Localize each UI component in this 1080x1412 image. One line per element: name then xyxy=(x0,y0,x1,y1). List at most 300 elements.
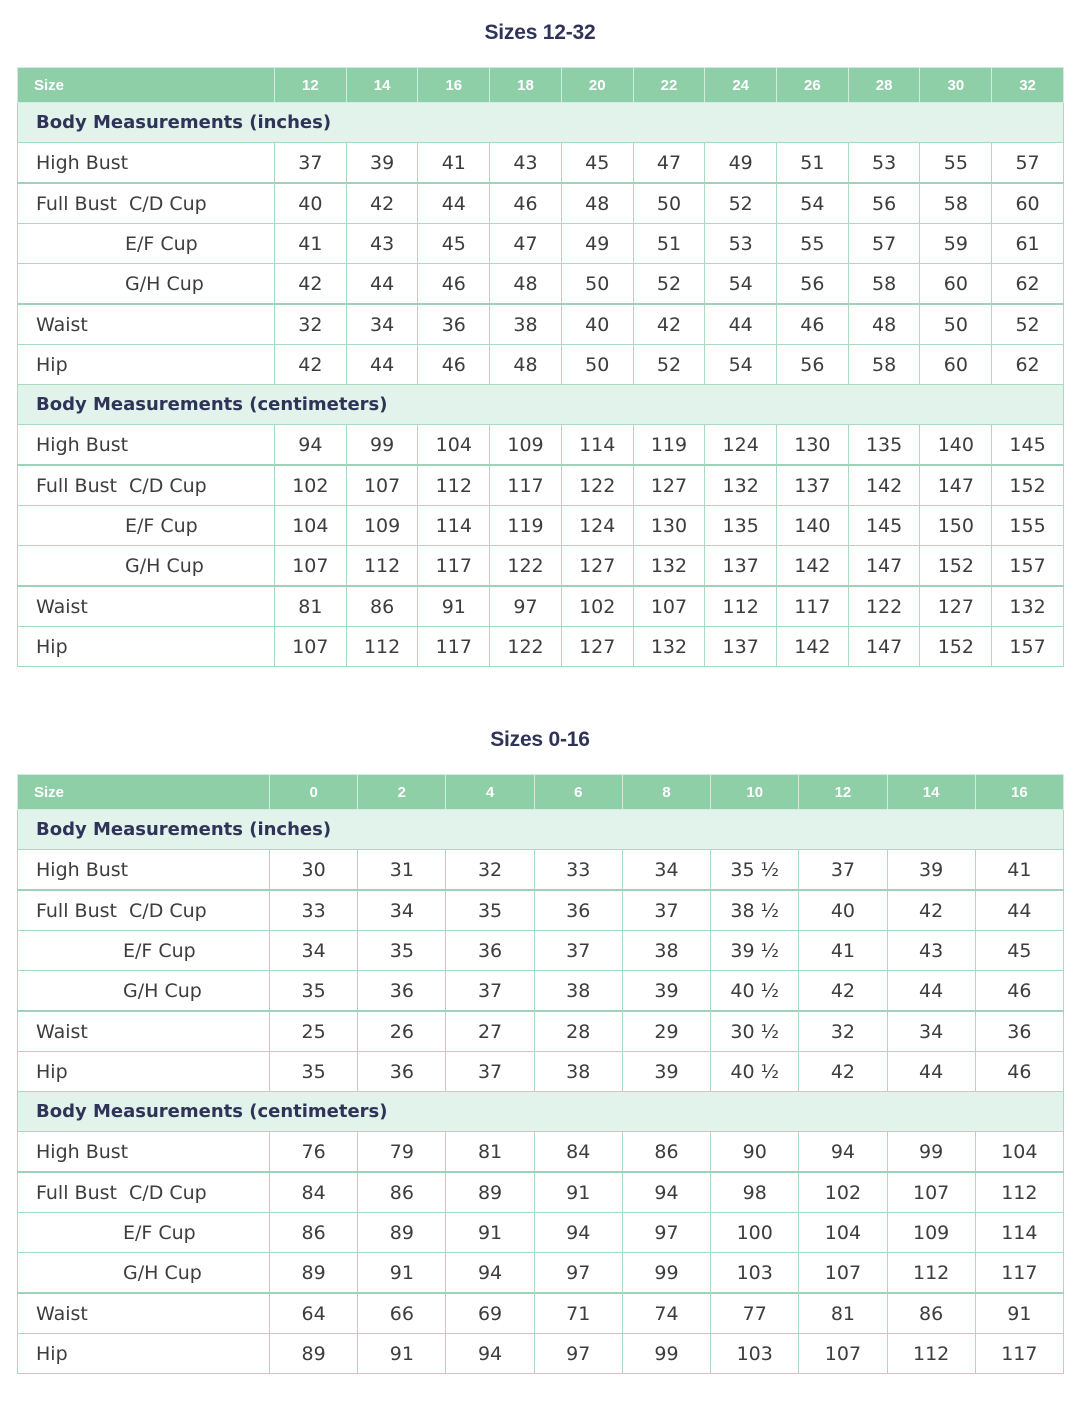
measurement-value: 27 xyxy=(446,1011,534,1052)
measurement-value: 127 xyxy=(561,627,633,667)
measurement-value: 40 ½ xyxy=(711,1052,799,1092)
measurement-value: 137 xyxy=(705,627,777,667)
measurement-value: 117 xyxy=(490,465,562,506)
measurement-value: 99 xyxy=(887,1132,975,1173)
measurement-label: G/H Cup xyxy=(18,971,270,1012)
measurement-value: 117 xyxy=(418,627,490,667)
measurement-value: 33 xyxy=(270,890,358,931)
measurement-value: 50 xyxy=(920,304,992,345)
measurement-value: 35 ½ xyxy=(711,850,799,891)
size-header-cell: 32 xyxy=(992,68,1064,103)
size-header-cell: 24 xyxy=(705,68,777,103)
size-chart-table-12-32 xyxy=(17,67,1064,667)
size-header-cell: 28 xyxy=(848,68,920,103)
measurement-value: 81 xyxy=(799,1293,887,1334)
measurement-value: 25 xyxy=(270,1011,358,1052)
measurement-value: 46 xyxy=(975,1052,1063,1092)
measurement-value: 112 xyxy=(975,1172,1063,1213)
measurement-value: 109 xyxy=(490,425,562,466)
measurement-row xyxy=(18,1052,1064,1092)
section-header-row xyxy=(18,810,1064,850)
measurement-value: 35 xyxy=(358,931,446,971)
measurement-value: 49 xyxy=(561,224,633,264)
measurement-value: 132 xyxy=(992,586,1064,627)
measurement-value: 37 xyxy=(446,1052,534,1092)
measurement-value: 86 xyxy=(887,1293,975,1334)
measurement-value: 91 xyxy=(534,1172,622,1213)
measurement-value: 46 xyxy=(418,264,490,305)
measurement-value: 40 xyxy=(799,890,887,931)
measurement-value: 122 xyxy=(490,627,562,667)
measurement-value: 44 xyxy=(346,345,418,385)
measurement-label: Full Bust C/D Cup xyxy=(18,465,275,506)
measurement-value: 91 xyxy=(418,586,490,627)
measurement-value: 84 xyxy=(534,1132,622,1173)
measurement-value: 89 xyxy=(446,1172,534,1213)
section-title: Body Measurements (centimeters) xyxy=(18,1092,1064,1132)
measurement-value: 97 xyxy=(534,1253,622,1294)
measurement-value: 56 xyxy=(848,183,920,224)
measurement-row xyxy=(18,304,1064,345)
measurement-value: 52 xyxy=(633,264,705,305)
measurement-value: 152 xyxy=(920,627,992,667)
size-header-cell: 30 xyxy=(920,68,992,103)
measurement-value: 34 xyxy=(346,304,418,345)
measurement-value: 44 xyxy=(418,183,490,224)
measurement-value: 99 xyxy=(622,1334,710,1374)
measurement-value: 109 xyxy=(887,1213,975,1253)
measurement-value: 86 xyxy=(270,1213,358,1253)
measurement-value: 55 xyxy=(920,143,992,184)
measurement-value: 84 xyxy=(270,1172,358,1213)
measurement-value: 104 xyxy=(418,425,490,466)
measurement-row xyxy=(18,1213,1064,1253)
measurement-label: E/F Cup xyxy=(18,931,270,971)
size-header-cell: 0 xyxy=(270,775,358,810)
measurement-value: 71 xyxy=(534,1293,622,1334)
measurement-value: 66 xyxy=(358,1293,446,1334)
measurement-value: 117 xyxy=(975,1253,1063,1294)
measurement-value: 36 xyxy=(358,1052,446,1092)
measurement-row xyxy=(18,506,1064,546)
measurement-value: 54 xyxy=(777,183,849,224)
measurement-row xyxy=(18,1334,1064,1374)
measurement-value: 42 xyxy=(346,183,418,224)
measurement-value: 38 xyxy=(534,1052,622,1092)
measurement-row xyxy=(18,1011,1064,1052)
size-header-cell: 6 xyxy=(534,775,622,810)
measurement-value: 48 xyxy=(561,183,633,224)
size-header-cell: 18 xyxy=(490,68,562,103)
measurement-value: 97 xyxy=(490,586,562,627)
measurement-value: 39 xyxy=(887,850,975,891)
measurement-label: High Bust xyxy=(18,425,275,466)
size-header-label: Size xyxy=(18,775,270,810)
measurement-value: 34 xyxy=(622,850,710,891)
measurement-row xyxy=(18,586,1064,627)
measurement-label: High Bust xyxy=(18,850,270,891)
measurement-value: 99 xyxy=(346,425,418,466)
measurement-value: 51 xyxy=(633,224,705,264)
measurement-value: 58 xyxy=(848,264,920,305)
section-header-row xyxy=(18,385,1064,425)
measurement-value: 81 xyxy=(446,1132,534,1173)
measurement-value: 127 xyxy=(561,546,633,587)
measurement-value: 54 xyxy=(705,345,777,385)
measurement-value: 140 xyxy=(920,425,992,466)
measurement-value: 142 xyxy=(777,546,849,587)
section-title: Body Measurements (inches) xyxy=(18,810,1064,850)
measurement-row xyxy=(18,224,1064,264)
measurement-value: 52 xyxy=(705,183,777,224)
measurement-value: 50 xyxy=(633,183,705,224)
measurement-value: 107 xyxy=(633,586,705,627)
measurement-row xyxy=(18,890,1064,931)
section-title: Body Measurements (centimeters) xyxy=(18,385,1064,425)
measurement-value: 61 xyxy=(992,224,1064,264)
measurement-value: 112 xyxy=(705,586,777,627)
measurement-value: 89 xyxy=(270,1334,358,1374)
measurement-label: Waist xyxy=(18,1011,270,1052)
size-header-cell: 14 xyxy=(346,68,418,103)
measurement-value: 37 xyxy=(799,850,887,891)
measurement-value: 43 xyxy=(346,224,418,264)
measurement-value: 64 xyxy=(270,1293,358,1334)
measurement-value: 124 xyxy=(561,506,633,546)
measurement-value: 42 xyxy=(799,1052,887,1092)
measurement-value: 89 xyxy=(358,1213,446,1253)
measurement-row xyxy=(18,1253,1064,1294)
measurement-value: 41 xyxy=(975,850,1063,891)
measurement-value: 112 xyxy=(887,1334,975,1374)
measurement-value: 60 xyxy=(992,183,1064,224)
size-header-cell: 4 xyxy=(446,775,534,810)
size-chart-table-0-16 xyxy=(17,774,1064,1374)
measurement-value: 60 xyxy=(920,345,992,385)
measurement-value: 39 xyxy=(622,1052,710,1092)
table-title-sizes-0-16: Sizes 0-16 xyxy=(490,728,590,751)
measurement-value: 102 xyxy=(275,465,347,506)
measurement-value: 42 xyxy=(799,971,887,1012)
measurement-value: 117 xyxy=(418,546,490,587)
measurement-value: 47 xyxy=(490,224,562,264)
measurement-value: 103 xyxy=(711,1334,799,1374)
measurement-row xyxy=(18,971,1064,1012)
measurement-value: 107 xyxy=(799,1334,887,1374)
measurement-value: 157 xyxy=(992,546,1064,587)
measurement-value: 37 xyxy=(446,971,534,1012)
measurement-value: 112 xyxy=(346,627,418,667)
table-title-sizes-12-32: Sizes 12-32 xyxy=(484,21,596,44)
measurement-value: 29 xyxy=(622,1011,710,1052)
section-title: Body Measurements (inches) xyxy=(18,103,1064,143)
size-header-cell: 8 xyxy=(622,775,710,810)
measurement-value: 47 xyxy=(633,143,705,184)
size-header-cell: 14 xyxy=(887,775,975,810)
measurement-value: 41 xyxy=(275,224,347,264)
measurement-value: 145 xyxy=(848,506,920,546)
measurement-label: Hip xyxy=(18,1334,270,1374)
measurement-value: 58 xyxy=(848,345,920,385)
measurement-value: 127 xyxy=(633,465,705,506)
measurement-value: 112 xyxy=(418,465,490,506)
measurement-value: 42 xyxy=(275,264,347,305)
measurement-value: 107 xyxy=(275,546,347,587)
measurement-value: 79 xyxy=(358,1132,446,1173)
measurement-value: 31 xyxy=(358,850,446,891)
measurement-label: Full Bust C/D Cup xyxy=(18,890,270,931)
measurement-row xyxy=(18,1293,1064,1334)
measurement-value: 37 xyxy=(622,890,710,931)
measurement-label: Waist xyxy=(18,586,275,627)
measurement-value: 132 xyxy=(705,465,777,506)
section-header-row xyxy=(18,1092,1064,1132)
measurement-row xyxy=(18,1132,1064,1173)
measurement-value: 42 xyxy=(633,304,705,345)
measurement-value: 35 xyxy=(270,971,358,1012)
measurement-value: 86 xyxy=(346,586,418,627)
measurement-value: 97 xyxy=(622,1213,710,1253)
measurement-row xyxy=(18,465,1064,506)
measurement-row xyxy=(18,345,1064,385)
measurement-value: 94 xyxy=(799,1132,887,1173)
measurement-value: 98 xyxy=(711,1172,799,1213)
measurement-value: 74 xyxy=(622,1293,710,1334)
measurement-value: 44 xyxy=(887,1052,975,1092)
measurement-value: 36 xyxy=(418,304,490,345)
measurement-value: 44 xyxy=(346,264,418,305)
measurement-value: 94 xyxy=(275,425,347,466)
measurement-row xyxy=(18,143,1064,184)
measurement-value: 104 xyxy=(799,1213,887,1253)
measurement-value: 119 xyxy=(490,506,562,546)
measurement-value: 59 xyxy=(920,224,992,264)
measurement-value: 40 xyxy=(275,183,347,224)
measurement-value: 37 xyxy=(534,931,622,971)
measurement-row xyxy=(18,1172,1064,1213)
measurement-value: 36 xyxy=(446,931,534,971)
measurement-value: 30 xyxy=(270,850,358,891)
measurement-value: 122 xyxy=(848,586,920,627)
measurement-value: 94 xyxy=(534,1213,622,1253)
measurement-value: 44 xyxy=(705,304,777,345)
measurement-value: 57 xyxy=(992,143,1064,184)
size-header-cell: 12 xyxy=(275,68,347,103)
measurement-value: 142 xyxy=(777,627,849,667)
measurement-value: 36 xyxy=(534,890,622,931)
measurement-value: 62 xyxy=(992,264,1064,305)
measurement-label: Hip xyxy=(18,1052,270,1092)
measurement-label: Waist xyxy=(18,1293,270,1334)
measurement-label: Full Bust C/D Cup xyxy=(18,1172,270,1213)
measurement-value: 39 xyxy=(622,971,710,1012)
measurement-value: 55 xyxy=(777,224,849,264)
measurement-value: 147 xyxy=(848,627,920,667)
measurement-value: 132 xyxy=(633,546,705,587)
measurement-value: 34 xyxy=(270,931,358,971)
measurement-value: 109 xyxy=(346,506,418,546)
measurement-value: 35 xyxy=(270,1052,358,1092)
measurement-value: 97 xyxy=(534,1334,622,1374)
measurement-value: 140 xyxy=(777,506,849,546)
measurement-value: 91 xyxy=(358,1253,446,1294)
measurement-value: 130 xyxy=(777,425,849,466)
measurement-value: 36 xyxy=(358,971,446,1012)
measurement-value: 36 xyxy=(975,1011,1063,1052)
measurement-value: 76 xyxy=(270,1132,358,1173)
measurement-value: 114 xyxy=(975,1213,1063,1253)
measurement-value: 26 xyxy=(358,1011,446,1052)
measurement-row xyxy=(18,850,1064,891)
measurement-value: 150 xyxy=(920,506,992,546)
measurement-value: 39 ½ xyxy=(711,931,799,971)
measurement-row xyxy=(18,546,1064,587)
measurement-value: 53 xyxy=(705,224,777,264)
measurement-value: 48 xyxy=(490,264,562,305)
measurement-value: 152 xyxy=(992,465,1064,506)
section-header-row xyxy=(18,103,1064,143)
measurement-value: 69 xyxy=(446,1293,534,1334)
measurement-label: E/F Cup xyxy=(18,1213,270,1253)
measurement-value: 124 xyxy=(705,425,777,466)
measurement-value: 41 xyxy=(418,143,490,184)
measurement-label: Full Bust C/D Cup xyxy=(18,183,275,224)
measurement-value: 38 xyxy=(490,304,562,345)
measurement-value: 46 xyxy=(975,971,1063,1012)
measurement-value: 48 xyxy=(848,304,920,345)
measurement-value: 50 xyxy=(561,345,633,385)
measurement-value: 147 xyxy=(920,465,992,506)
size-header-cell: 26 xyxy=(777,68,849,103)
measurement-value: 81 xyxy=(275,586,347,627)
measurement-value: 107 xyxy=(346,465,418,506)
measurement-row xyxy=(18,931,1064,971)
measurement-value: 103 xyxy=(711,1253,799,1294)
measurement-value: 152 xyxy=(920,546,992,587)
measurement-value: 45 xyxy=(418,224,490,264)
measurement-label: Waist xyxy=(18,304,275,345)
measurement-value: 52 xyxy=(992,304,1064,345)
measurement-value: 135 xyxy=(848,425,920,466)
measurement-value: 28 xyxy=(534,1011,622,1052)
measurement-value: 112 xyxy=(346,546,418,587)
measurement-value: 122 xyxy=(561,465,633,506)
measurement-row xyxy=(18,264,1064,305)
measurement-value: 44 xyxy=(887,971,975,1012)
size-header-cell: 2 xyxy=(358,775,446,810)
size-header-cell: 10 xyxy=(711,775,799,810)
measurement-value: 39 xyxy=(346,143,418,184)
measurement-value: 53 xyxy=(848,143,920,184)
measurement-value: 112 xyxy=(887,1253,975,1294)
measurement-value: 99 xyxy=(622,1253,710,1294)
measurement-value: 145 xyxy=(992,425,1064,466)
measurement-value: 51 xyxy=(777,143,849,184)
measurement-value: 157 xyxy=(992,627,1064,667)
measurement-value: 142 xyxy=(848,465,920,506)
size-header-cell: 22 xyxy=(633,68,705,103)
measurement-label: G/H Cup xyxy=(18,1253,270,1294)
measurement-label: Hip xyxy=(18,627,275,667)
measurement-value: 34 xyxy=(358,890,446,931)
measurement-value: 43 xyxy=(887,931,975,971)
measurement-value: 107 xyxy=(799,1253,887,1294)
measurement-value: 117 xyxy=(975,1334,1063,1374)
measurement-value: 37 xyxy=(275,143,347,184)
size-header-cell: 20 xyxy=(561,68,633,103)
measurement-value: 45 xyxy=(975,931,1063,971)
measurement-value: 104 xyxy=(275,506,347,546)
measurement-label: G/H Cup xyxy=(18,546,275,587)
measurement-value: 94 xyxy=(446,1334,534,1374)
measurement-value: 32 xyxy=(799,1011,887,1052)
measurement-value: 114 xyxy=(418,506,490,546)
measurement-value: 54 xyxy=(705,264,777,305)
measurement-label: High Bust xyxy=(18,1132,270,1173)
measurement-value: 43 xyxy=(490,143,562,184)
measurement-value: 30 ½ xyxy=(711,1011,799,1052)
measurement-value: 32 xyxy=(275,304,347,345)
measurement-value: 100 xyxy=(711,1213,799,1253)
measurement-value: 42 xyxy=(887,890,975,931)
measurement-value: 60 xyxy=(920,264,992,305)
measurement-value: 77 xyxy=(711,1293,799,1334)
measurement-value: 52 xyxy=(633,345,705,385)
size-header-row xyxy=(18,68,1064,103)
measurement-value: 114 xyxy=(561,425,633,466)
measurement-value: 56 xyxy=(777,264,849,305)
measurement-value: 46 xyxy=(418,345,490,385)
measurement-row xyxy=(18,183,1064,224)
measurement-value: 86 xyxy=(622,1132,710,1173)
measurement-value: 107 xyxy=(887,1172,975,1213)
measurement-value: 122 xyxy=(490,546,562,587)
measurement-value: 45 xyxy=(561,143,633,184)
measurement-value: 41 xyxy=(799,931,887,971)
size-header-cell: 16 xyxy=(418,68,490,103)
measurement-value: 40 ½ xyxy=(711,971,799,1012)
measurement-value: 91 xyxy=(446,1213,534,1253)
measurement-value: 38 xyxy=(534,971,622,1012)
measurement-value: 155 xyxy=(992,506,1064,546)
measurement-value: 34 xyxy=(887,1011,975,1052)
measurement-value: 147 xyxy=(848,546,920,587)
measurement-value: 46 xyxy=(490,183,562,224)
measurement-value: 58 xyxy=(920,183,992,224)
size-header-cell: 12 xyxy=(799,775,887,810)
measurement-label: G/H Cup xyxy=(18,264,275,305)
measurement-value: 91 xyxy=(358,1334,446,1374)
measurement-value: 91 xyxy=(975,1293,1063,1334)
measurement-value: 89 xyxy=(270,1253,358,1294)
measurement-value: 49 xyxy=(705,143,777,184)
measurement-value: 117 xyxy=(777,586,849,627)
measurement-value: 62 xyxy=(992,345,1064,385)
size-header-row xyxy=(18,775,1064,810)
measurement-label: High Bust xyxy=(18,143,275,184)
measurement-value: 107 xyxy=(275,627,347,667)
measurement-value: 130 xyxy=(633,506,705,546)
measurement-value: 132 xyxy=(633,627,705,667)
measurement-value: 46 xyxy=(777,304,849,345)
size-header-cell: 16 xyxy=(975,775,1063,810)
measurement-value: 90 xyxy=(711,1132,799,1173)
measurement-row xyxy=(18,627,1064,667)
measurement-value: 102 xyxy=(799,1172,887,1213)
measurement-value: 35 xyxy=(446,890,534,931)
measurement-value: 32 xyxy=(446,850,534,891)
measurement-value: 56 xyxy=(777,345,849,385)
